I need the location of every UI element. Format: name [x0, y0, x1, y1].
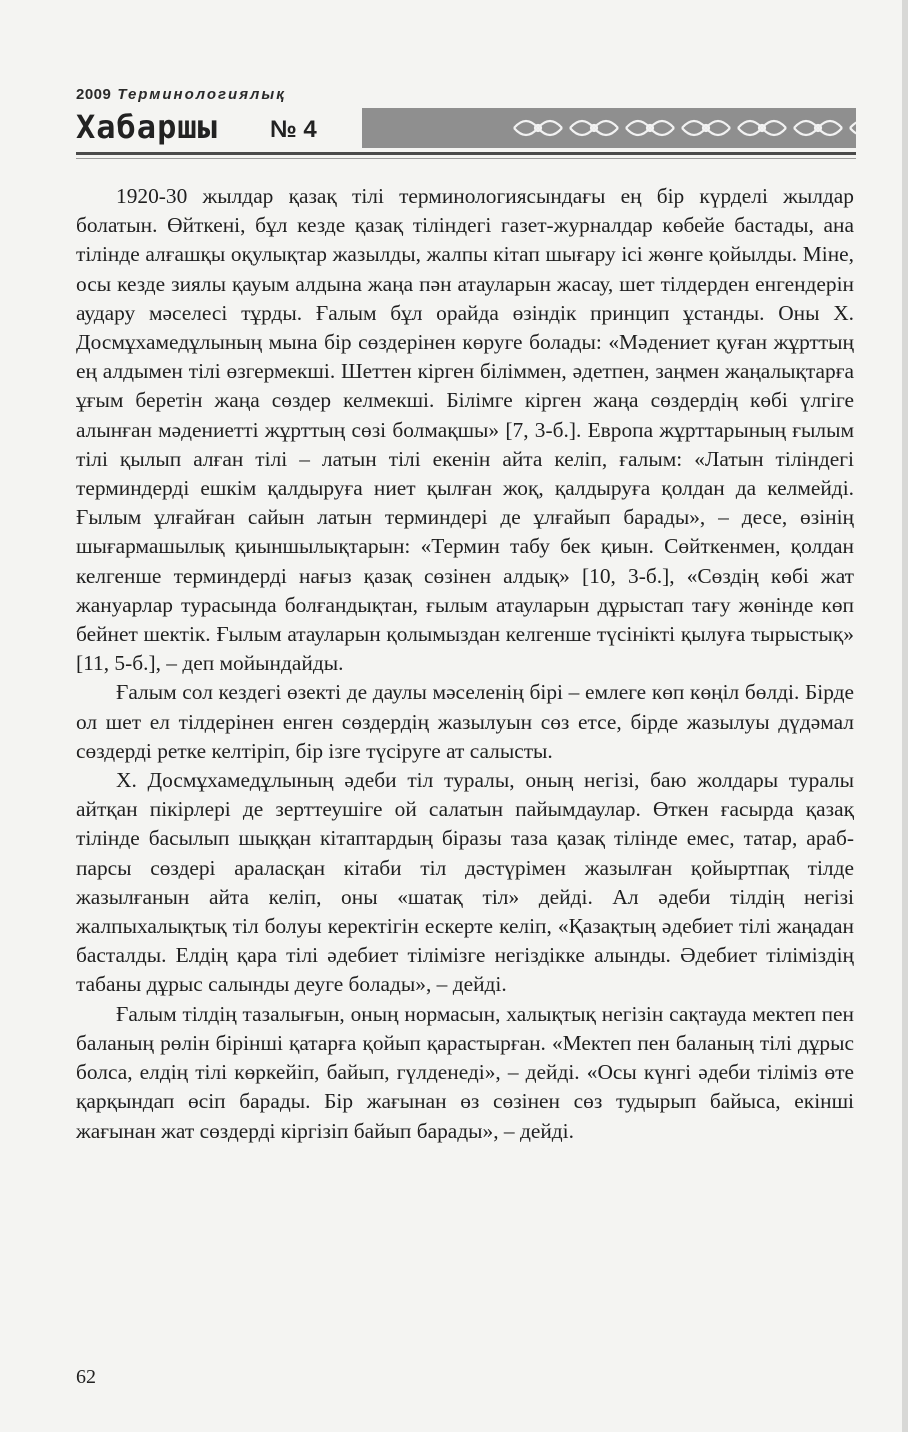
ornament-band — [362, 108, 856, 148]
ornament-pattern-icon — [362, 108, 856, 148]
page-number: 62 — [76, 1366, 96, 1388]
paragraph: Ғалым сол кездегі өзекті де даулы мәселенің бірі – емлеге көп көңіл бөлді. Бірде ол шет ел тілдерінен енген сөздердің жазылуын сөз етсе, бірде жазылуы дүдәмал сөздерді ретке келтіріп, бір ізге түсіруге ат салысты. — [76, 680, 854, 763]
paragraph: Ғалым тілдің тазалығын, оның нормасын, халықтық негізін сақтауда мектеп пен баланың рөлін бірінші қатарға қойып қарастырған. «Мектеп пен баланың тілі дұрыс болса, елдің тілі көркейіп, байып, гүлденеді», – дейді. «Осы күнгі әдеби тіліміз өте қарқындап өсіп барады. Бір жағынан өз сөзінен сөз тудырып байыса, екінші жағынан жат сөздерді кіргізіп байып барады», – дейді. — [76, 1001, 854, 1143]
journal-header — [76, 86, 856, 166]
header-rule-thin — [76, 158, 856, 159]
journal-title: Хабаршы — [76, 108, 218, 146]
page-edge — [902, 0, 908, 1432]
journal-subtitle: Терминологиялық — [117, 86, 286, 103]
article-body — [76, 182, 854, 1146]
paragraph: 1920-30 жылдар қазақ тілі терминологиясындағы ең бір күрделі жылдар болатын. Өйткені, бұл кезде қазақ тіліндегі газет-журналдар көбейе бастады, ана тілінде алғашқы оқулықтар жазылды, жалпы кітап шығару ісі жөнге қойылды. Міне, осы кезде зиялы қауым алдына жаңа пән атауларын жасау, шет тілдерден енгендерін аудару мәселесі тұрды. Ғалым бұл орайда өзіндік принцип ұстанды. Оны Х. Досмұхамедұлының мына бір сөздерінен көруге болады: «Мәдениет қуған жұрттың ең алдымен тілі өзгермекші. Шеттен кірген біліммен, әдетпен, заңмен жаңалықтарға ұғым беретін жаңа сөздер келмекші. Білімге кірген жаңа сөздердің көбі үлгіге алынған мәдениетті жұрттың сөзі болмақшы» [7, 3-б.]. Европа жұрттарының ғылым тілі қылып алған тілі – латын тілі екенін айта келіп, ғалым: «Латын тіліндегі терминдерді ешкім қалдыруға ниет қылған жоқ, қалдыруға қолдан да келмейді. Ғылым ұлғайған сайын латын терминдері де ұлғайып барады», – десе, өзінің шығармашылық қиыншылықтарын: «Термин табу бек қиын. Сөйткенмен, қолдан келгенше терминдерді нағыз қазақ сөзінен алдық» [10, 3-б.], «Сөздің көбі жат жануарлар турасында болғандықтан, ғылым атауларын дұрыстап тағу жөнінде көп бейнет шектік. Ғылым атауларын қолымыздан келгенше түсінікті қылуға тырыстық» [11, 5-б.], – деп мойындайды. — [76, 184, 854, 676]
journal-year: 2009 — [76, 86, 112, 103]
issue-number: № 4 — [270, 116, 317, 143]
journal-top-line — [76, 86, 286, 103]
paragraph: Х. Досмұхамедұлының әдеби тіл туралы, оның негізі, баю жолдары туралы айтқан пікірлері де зерттеушіге ой салатын пайымдаулар. Өткен ғасырда қазақ тілінде басылып шыққан кітаптардың біразы таза қазақ тілінде емес, татар, араб-парсы сөздері араласқан кітаби тіл дәстүрімен жазылған қойыртпақ тілде жазылғанын айта келіп, оны «шатақ тіл» дейді. Ал әдеби тілдің негізі жалпыхалықтық тіл болуы керектігін ескерте келіп, «Қазақтың әдебиет тілі жаңадан басталды. Елдің қара тілі әдебиет тілімізге негіздікке алынды. Әдебиет тіліміздің табаны дұрыс салынды деуге болады», – дейді. — [76, 768, 854, 997]
header-rule — [76, 152, 856, 155]
